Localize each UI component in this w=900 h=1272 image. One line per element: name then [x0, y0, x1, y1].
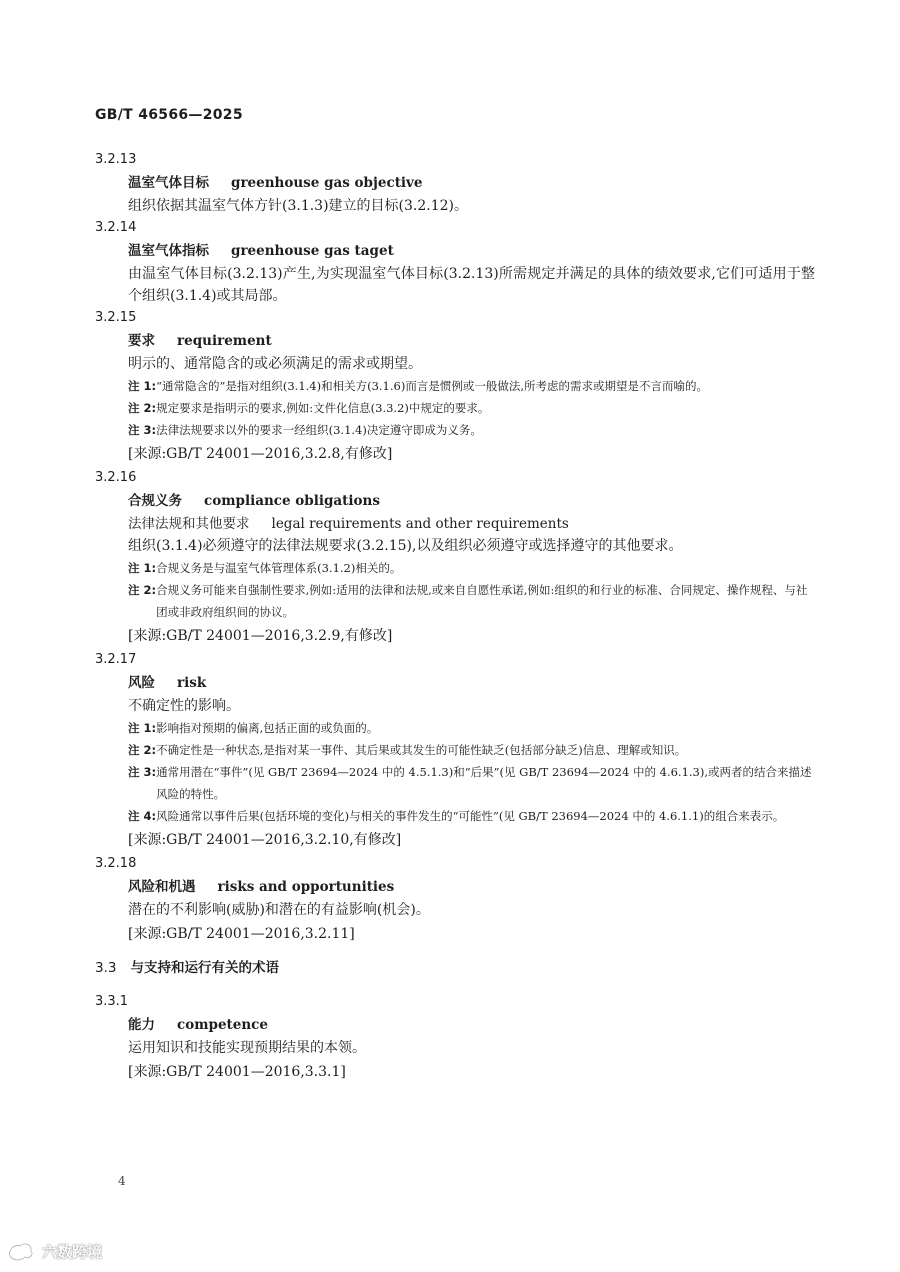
document-code: GB/T 46566—2025 [95, 107, 243, 123]
note-text: 合规义务可能来自强制性要求,例如:适用的法律和法规,或来自自愿性承诺,例如:组织的和行业的标准、合同规定、操作规程、与社团或非政府组织间的协议。 [156, 583, 808, 619]
note [95, 805, 815, 827]
note-text: 风险通常以事件后果(包括环境的变化)与相关的事件发生的“可能性”(见 GB/T 23694—2024 中的 4.6.1.1)的组合来表示。 [156, 809, 785, 823]
admitted-term [95, 513, 815, 535]
watermark-logo-icon [6, 1240, 36, 1262]
source-reference: [来源:GB/T 24001—2016,3.2.11] [128, 926, 355, 942]
source-reference: [来源:GB/T 24001—2016,3.3.1] [128, 1064, 346, 1080]
term-en: greenhouse gas objective [231, 175, 423, 191]
term-zh: 温室气体目标 [128, 175, 209, 191]
note-text: 法律法规要求以外的要求一经组织(3.1.4)决定遵守即成为义务。 [156, 423, 482, 437]
watermark [6, 1240, 102, 1262]
clause-number: 3.2.15 [95, 310, 137, 325]
admitted-term-zh: 法律法规和其他要求 [128, 516, 250, 532]
definition: 组织(3.1.4)必须遵守的法律法规要求(3.2.15),以及组织必须遵守或选择遵守的其他要求。 [128, 538, 683, 554]
term-en: compliance obligations [204, 493, 380, 509]
term-zh: 风险 [128, 675, 155, 691]
section-title: 与支持和运行有关的术语 [130, 960, 279, 976]
note [95, 717, 815, 739]
note [95, 761, 815, 805]
source-reference: [来源:GB/T 24001—2016,3.2.8,有修改] [128, 446, 393, 462]
watermark-text: 六数跨境 [42, 1242, 103, 1261]
definition: 由温室气体目标(3.2.13)产生,为实现温室气体目标(3.2.13)所需规定并满足的具体的绩效要求,它们可适用于整个组织(3.1.4)或其局部。 [128, 266, 815, 304]
definition: 不确定性的影响。 [128, 698, 240, 714]
term-en: risk [177, 675, 207, 691]
note [95, 375, 815, 397]
note-text: 影响指对预期的偏离,包括正面的或负面的。 [156, 721, 379, 735]
term-heading [95, 875, 815, 899]
term-en: greenhouse gas taget [231, 243, 394, 259]
note-label: 注 3: [128, 765, 157, 779]
term-zh: 风险和机遇 [128, 879, 196, 895]
note-text: “通常隐含的”是指对组织(3.1.4)和相关方(3.1.6)而言是惯例或一般做法,所考虑的需求或期望是不言而喻的。 [156, 379, 708, 393]
note [95, 739, 815, 761]
note [95, 557, 815, 579]
term-zh: 要求 [128, 333, 155, 349]
note [95, 397, 815, 419]
clause-number: 3.2.16 [95, 470, 137, 485]
note-label: 注 1: [128, 721, 157, 735]
term-heading [95, 329, 815, 353]
note-label: 注 2: [128, 401, 157, 415]
term-heading [95, 239, 815, 263]
note-label: 注 2: [128, 583, 157, 597]
page-content [95, 149, 815, 1085]
term-zh: 合规义务 [128, 493, 182, 509]
note-text: 通常用潜在“事件”(见 GB/T 23694—2024 中的 4.5.1.3)和“后果”(见 GB/T 23694—2024 中的 4.6.1.3),或两者的结合来描述风险的特性。 [156, 765, 812, 801]
admitted-term-en: legal requirements and other requirements [271, 516, 569, 532]
term-heading [95, 671, 815, 695]
term-en: competence [177, 1017, 268, 1033]
section-number: 3.3 [95, 960, 117, 976]
note-label: 注 3: [128, 423, 157, 437]
clause-number: 3.2.17 [95, 652, 137, 667]
note [95, 579, 815, 623]
definition: 运用知识和技能实现预期结果的本领。 [128, 1040, 366, 1056]
term-heading [95, 489, 815, 513]
note-label: 注 4: [128, 809, 157, 823]
clause-number: 3.3.1 [95, 994, 129, 1009]
definition: 组织依据其温室气体方针(3.1.3)建立的目标(3.2.12)。 [128, 198, 468, 214]
note-text: 合规义务是与温室气体管理体系(3.1.2)相关的。 [156, 561, 402, 575]
clause-number: 3.2.14 [95, 220, 137, 235]
section-heading [95, 957, 815, 979]
definition: 明示的、通常隐含的或必须满足的需求或期望。 [128, 356, 422, 372]
term-zh: 能力 [128, 1017, 155, 1033]
clause-number: 3.2.18 [95, 856, 137, 871]
page-number: 4 [118, 1174, 126, 1188]
note [95, 419, 815, 441]
clause-number: 3.2.13 [95, 152, 137, 167]
term-zh: 温室气体指标 [128, 243, 209, 259]
note-label: 注 1: [128, 561, 157, 575]
note-text: 不确定性是一种状态,是指对某一事件、其后果或其发生的可能性缺乏(包括部分缺乏)信息、理解或知识。 [156, 743, 687, 757]
note-text: 规定要求是指明示的要求,例如:文件化信息(3.3.2)中规定的要求。 [156, 401, 490, 415]
definition: 潜在的不利影响(威胁)和潜在的有益影响(机会)。 [128, 902, 430, 918]
source-reference: [来源:GB/T 24001—2016,3.2.10,有修改] [128, 832, 402, 848]
term-en: risks and opportunities [217, 879, 395, 895]
term-heading [95, 1013, 815, 1037]
term-en: requirement [177, 333, 272, 349]
term-heading [95, 171, 815, 195]
note-label: 注 1: [128, 379, 157, 393]
note-label: 注 2: [128, 743, 157, 757]
source-reference: [来源:GB/T 24001—2016,3.2.9,有修改] [128, 628, 393, 644]
